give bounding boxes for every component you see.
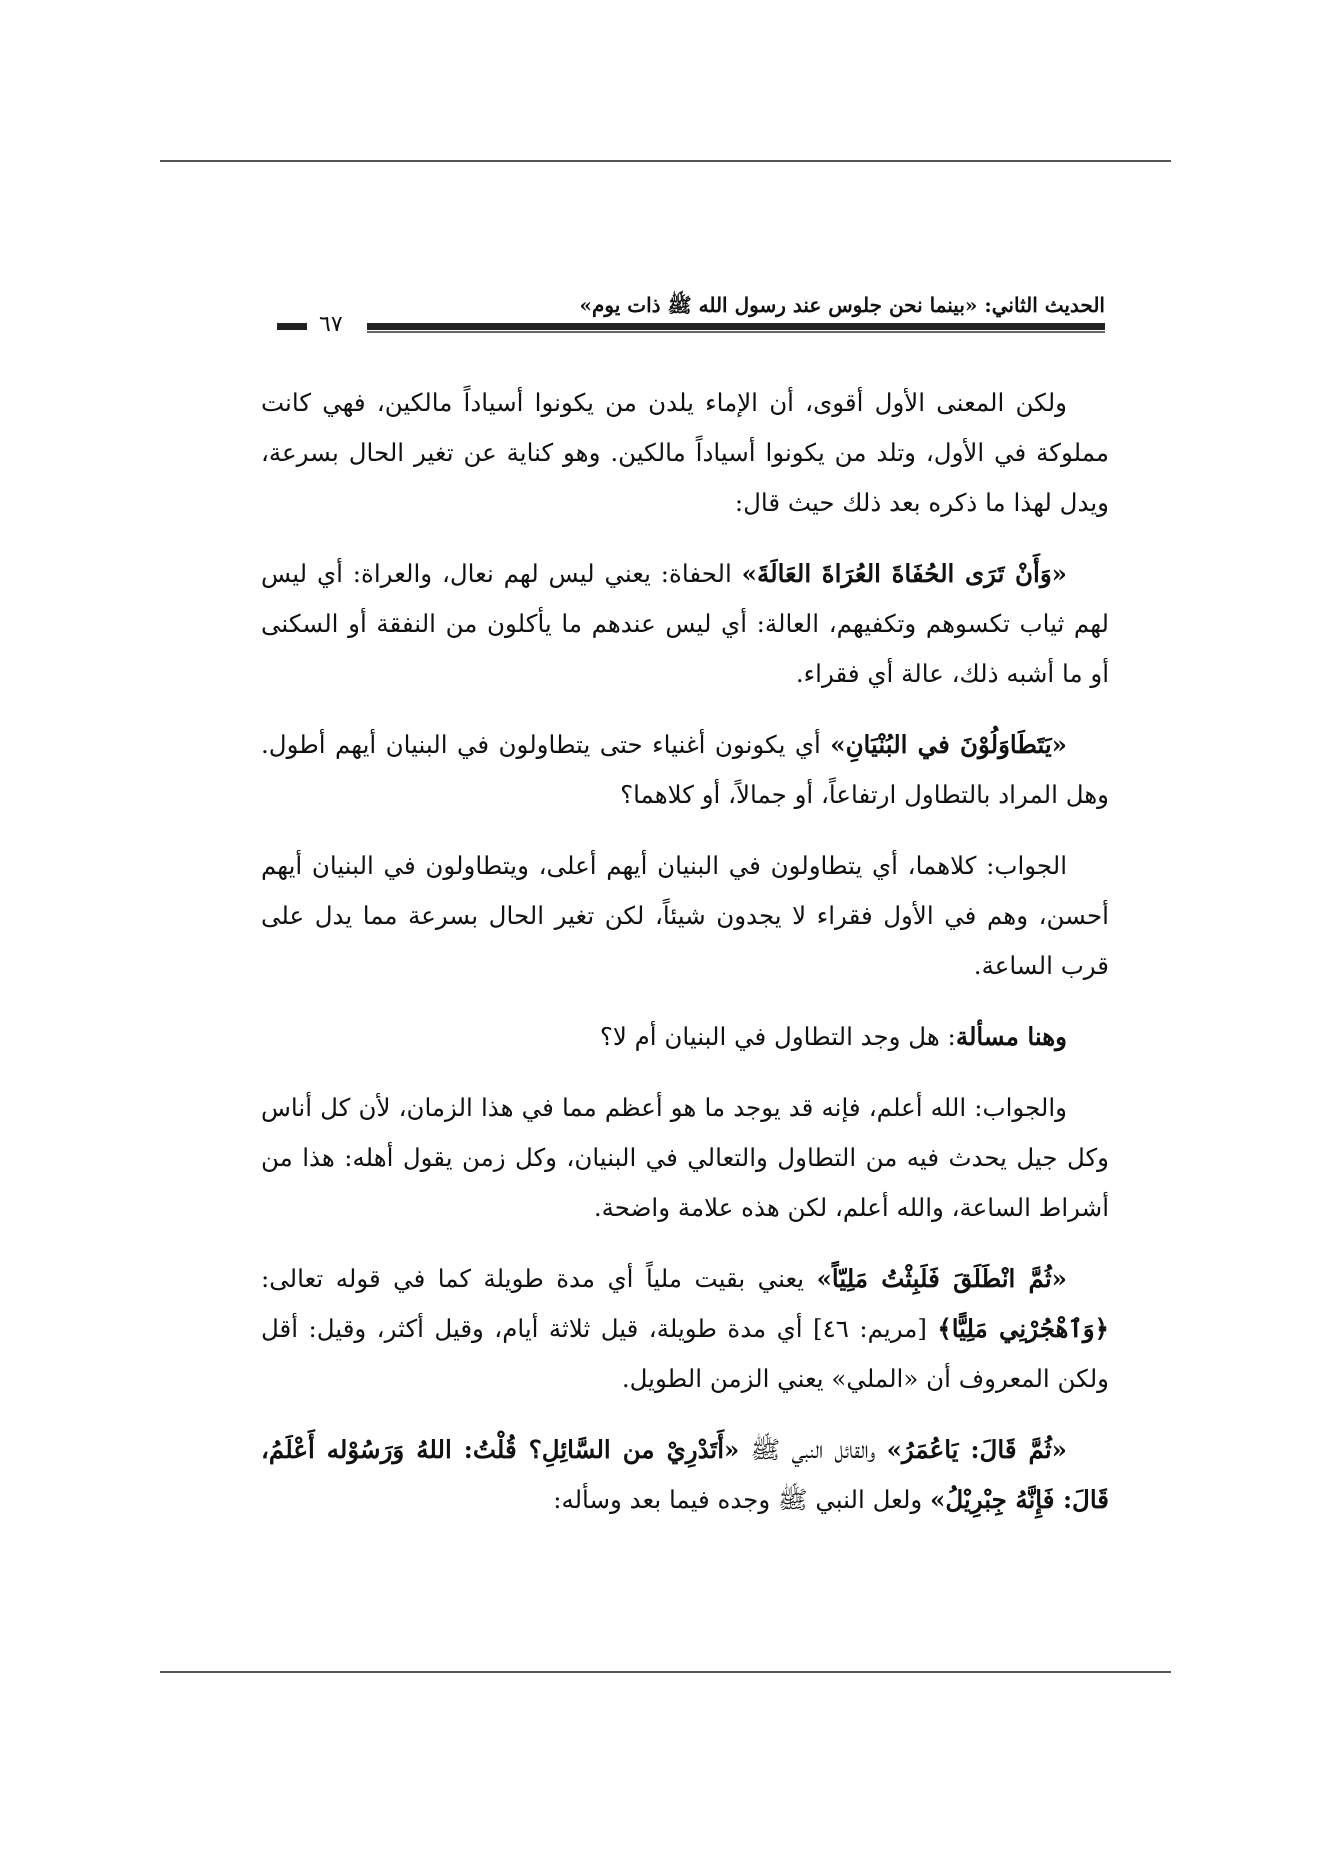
paragraph-8 (261, 1425, 1109, 1525)
hadith-quote: «يَتَطَاوَلُوْنَ في البُنْيَانِ» (830, 730, 1067, 759)
quran-verse: ﴿وَٱهْجُرْنِي مَلِيًّا﴾ (937, 1314, 1109, 1343)
paragraph-5 (261, 1012, 1109, 1062)
hadith-quote: «ثُمَّ انْطَلَقَ فَلَبِثْتُ مَلِيّاً» (816, 1264, 1067, 1293)
chapter-title: الحديث الثاني: «بينما نحن جلوس عند رسول الله ﷺ ذات يوم» (579, 293, 1105, 317)
hadith-quote: «وَأَنْ تَرَى الحُفَاةَ العُرَاةَ العَالَةَ» (741, 559, 1067, 588)
paragraph-2 (261, 549, 1109, 699)
paragraph-text: والقائل النبي ﷺ (739, 1435, 887, 1464)
paragraph-7 (261, 1254, 1109, 1404)
bottom-rule (160, 1671, 1171, 1673)
paragraph-text: يعني بقيت ملياً أي مدة طويلة كما في قوله تعالى: (261, 1264, 817, 1293)
page-number-mark (277, 323, 307, 330)
page-number: ٦٧ (319, 312, 343, 337)
hadith-quote: «أَتَدْرِيْ من السَّائِلِ؟ قُلْتُ: اللهُ وَرَسُوْله أَعْلَمُ، قَالَ: فَإِنَّهُ جِبْرِيْلُ» (261, 1435, 1109, 1514)
page-body (261, 378, 1109, 1546)
paragraph-text: [مريم: ٤٦] أي مدة طويلة، قيل ثلاثة أيام، وقيل أكثر، وقيل: أقل ولكن المعروف أن «الملي» يعني الزمن الطويل. (261, 1314, 1109, 1393)
paragraph-text: أي يكونون أغنياء حتى يتطاولون في البنيان أيهم أطول. وهل المراد بالتطاول ارتفاعاً، أو جمالاً، أو كلاهما؟ (261, 730, 1109, 809)
hadith-quote: «ثُمَّ قَالَ: يَاعُمَرُ» (886, 1435, 1067, 1464)
question-lead: وهنا مسألة (955, 1022, 1067, 1051)
header-bar (367, 323, 1105, 330)
header-bar-thin (367, 331, 1105, 333)
paragraph-text: : هل وجد التطاول في البنيان أم لا؟ (599, 1022, 956, 1051)
paragraph-3 (261, 720, 1109, 820)
paragraph-6: والجواب: الله أعلم، فإنه قد يوجد ما هو أعظم مما في هذا الزمان، لأن كل أناس وكل جيل يحدث فيه من التطاول والتعالي في البنيان، وكل زمن يقول أهله: هذا من أشراط الساعة، والله أعلم، لكن هذه علامة واضحة. (261, 1093, 1109, 1222)
paragraph-text: ولعل النبي ﷺ وجده فيما بعد وسأله: (553, 1485, 931, 1514)
paragraph-text: الحفاة: يعني ليس لهم نعال، والعراة: أي ليس لهم ثياب تكسوهم وتكفيهم، العالة: أي ليس عندهم ما يأكلون من النفقة أو السكنى أو ما أشبه ذلك، عالة أي فقراء. (261, 559, 1109, 688)
paragraph-4: الجواب: كلاهما، أي يتطاولون في البنيان أيهم أعلى، ويتطاولون في البنيان أيهم أحسن، وهم في الأول فقراء لا يجدون شيئاً، لكن تغير الحال بسرعة مما يدل على قرب الساعة. (261, 851, 1109, 980)
paragraph-1: ولكن المعنى الأول أقوى، أن الإماء يلدن من يكونوا أسياداً مالكين، فهي كانت مملوكة في الأول، وتلد من يكونوا أسياداً مالكين. وهو كناية عن تغير الحال بسرعة، ويدل لهذا ما ذكره بعد ذلك حيث قال: (261, 388, 1109, 517)
top-rule (160, 160, 1171, 162)
running-header (267, 292, 1105, 336)
